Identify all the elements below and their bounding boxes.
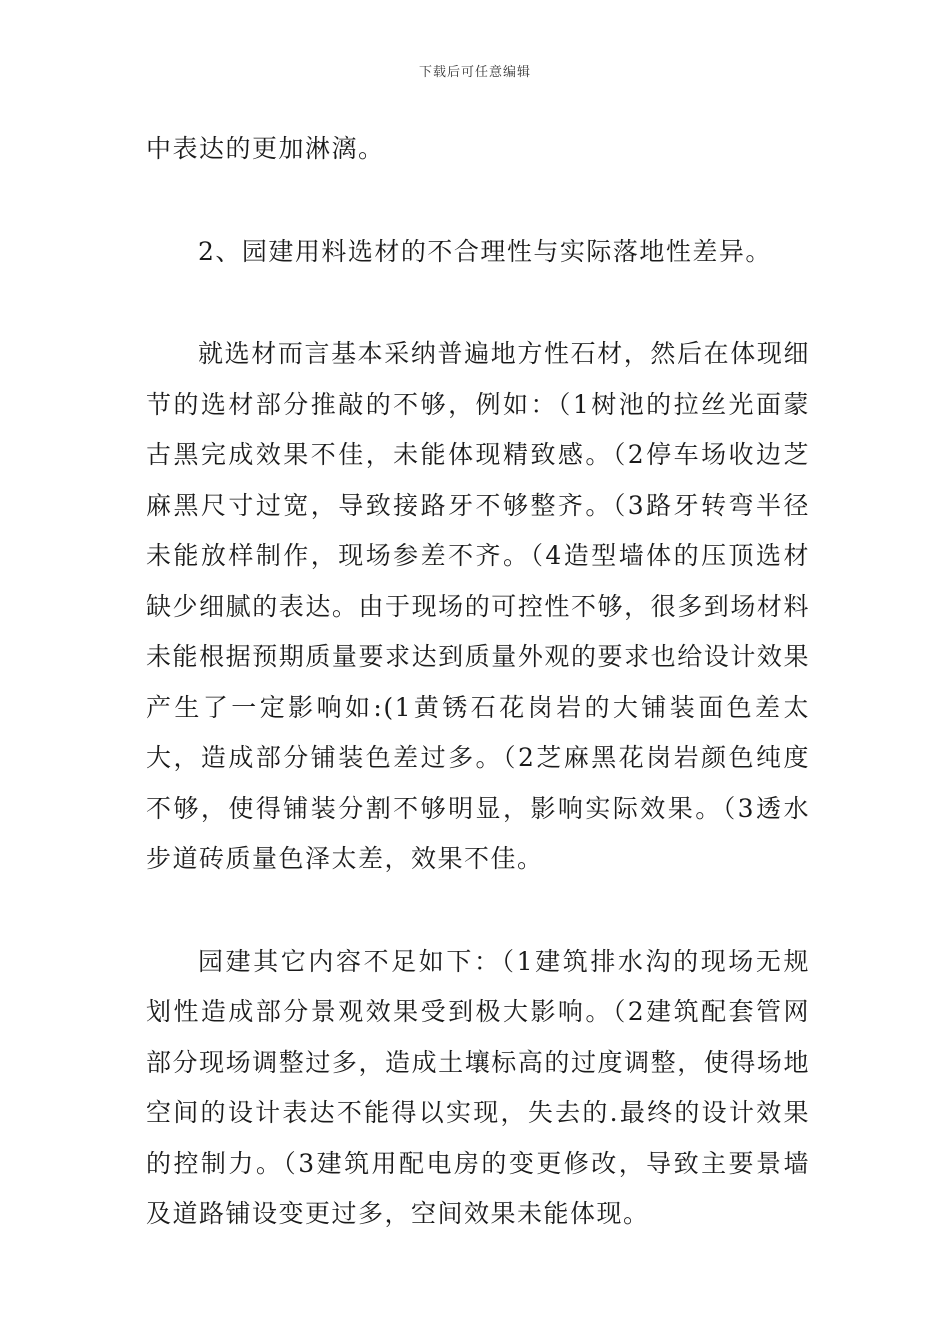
document-body xyxy=(146,124,810,1240)
paragraph-other-shortcomings: 园建其它内容不足如下：（1建筑排水沟的现场无规划性造成部分景观效果受到极大影响。（2建筑配套管网部分现场调整过多，造成土壤标高的过度调整，使得场地空间的设计表达不能得以实现，失去的.最终的设计效果的控制力。（3建筑用配电房的变更修改，导致主要景墙及道路铺设变更过多，空间效果未能体现。 xyxy=(146,946,810,1228)
paragraph-gap xyxy=(146,885,810,937)
page-header: 下载后可任意编辑 xyxy=(418,65,531,80)
paragraph-gap xyxy=(146,277,810,329)
paragraph-material-selection: 就选材而言基本采纳普遍地方性石材，然后在体现细节的选材部分推敲的不够，例如：（1树池的拉丝光面蒙古黑完成效果不佳，未能体现精致感。（2停车场收边芝麻黑尺寸过宽，导致接路牙不够整齐。（3路牙转弯半径未能放样制作，现场参差不齐。（4造型墙体的压顶选材缺少细腻的表达。由于现场的可控性不够，很多到场材料未能根据预期质量要求达到质量外观的要求也给设计效果产生了一定影响如:(1黄锈石花岗岩的大铺装面色差太大，造成部分铺装色差过多。（2芝麻黑花岗岩颜色纯度不够，使得铺装分割不够明显，影响实际效果。（3透水步道砖质量色泽太差，效果不佳。 xyxy=(146,339,810,873)
paragraph-gap xyxy=(146,175,810,227)
section-heading: 2、园建用料选材的不合理性与实际落地性差异。 xyxy=(198,236,772,266)
paragraph-continuation: 中表达的更加淋漓。 xyxy=(146,134,385,163)
